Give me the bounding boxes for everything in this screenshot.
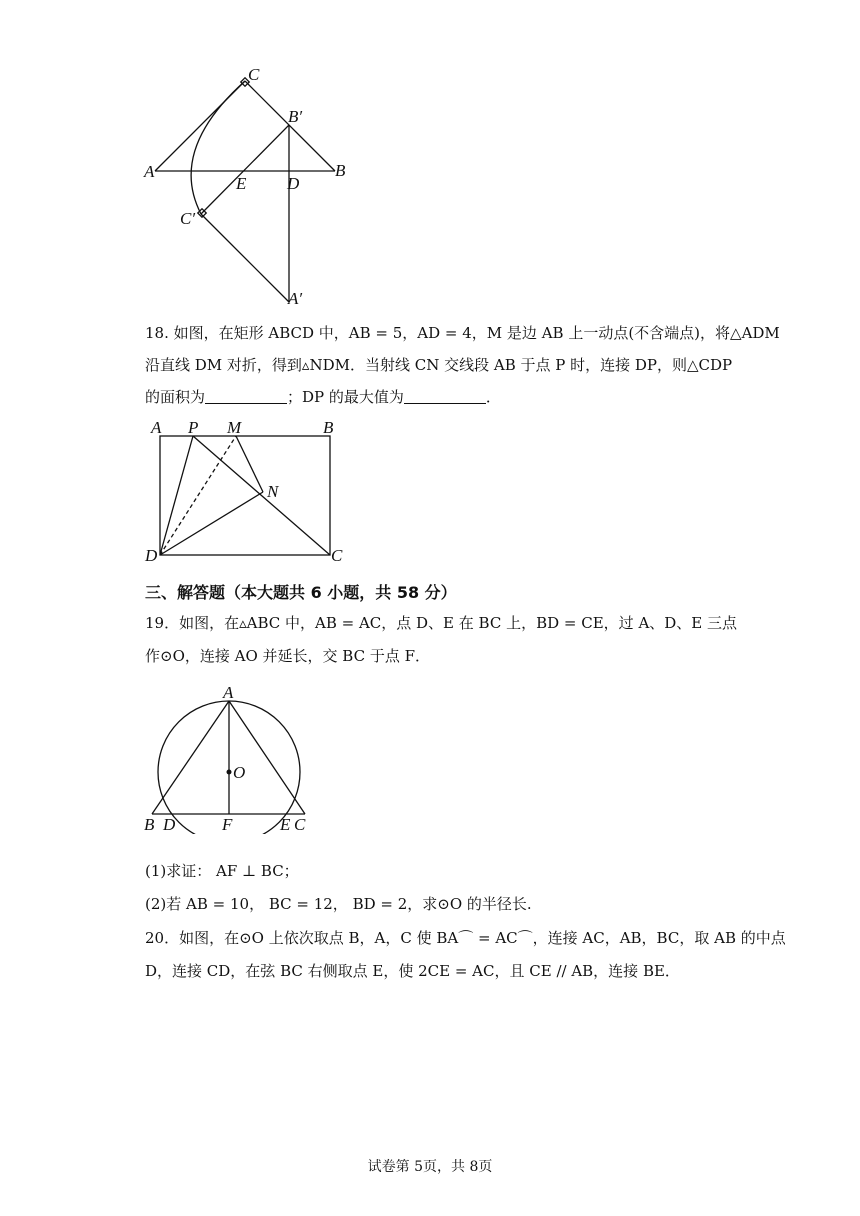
q18-line-3-c: ． [485, 388, 501, 406]
label-A: A [151, 418, 162, 437]
q19-line-1: 19．如图，在▵ABC 中，AB = AC，点 D、E 在 BC 上，BD = CE，过 A、D、E 三点 [145, 614, 738, 632]
q18-line-3 [145, 386, 501, 408]
label-C: C [331, 546, 343, 565]
label-C-prime: C′ [180, 209, 196, 228]
figure-q19 [140, 682, 315, 834]
label-B-prime: B′ [288, 107, 303, 126]
label-D: D [145, 546, 158, 565]
label-D: D [163, 815, 176, 834]
q18-line-2: 沿直线 DM 对折，得到▵NDM．当射线 CN 交线段 AB 于点 P 时，连接 DP，则△CDP [145, 356, 733, 374]
label-C: C [248, 66, 260, 84]
label-B: B [144, 815, 155, 834]
label-P: P [188, 418, 199, 437]
section-heading: 三、解答题（本大题共 6 小题，共 58 分） [145, 583, 457, 602]
label-A: A [223, 683, 234, 702]
q19-part-2: (2)若 AB = 10， BC = 12， BD = 2，求⊙O 的半径长. [145, 895, 532, 913]
label-E: E [236, 174, 247, 193]
q18-line-3-a: 的面积为 [145, 388, 206, 406]
figure-q18 [140, 414, 350, 570]
label-E: E [280, 815, 291, 834]
q18-line-1: 18. 如图，在矩形 ABCD 中，AB = 5，AD = 4，M 是边 AB 上一动点(不含端点)，将△ADM [145, 324, 780, 342]
q20-line-2: D，连接 CD，在弦 BC 右侧取点 E，使 2CE = AC，且 CE // AB，连接 BE． [145, 962, 680, 980]
q19-line-2: 作⊙O，连接 AO 并延长，交 BC 于点 F． [145, 647, 431, 665]
page-footer: 试卷第 5页，共 8页 [367, 1159, 493, 1175]
label-B: B [323, 418, 334, 437]
label-F: F [222, 815, 233, 834]
label-A-prime: A′ [288, 289, 303, 308]
label-D: D [287, 174, 300, 193]
label-M: M [227, 418, 242, 437]
label-A: A [144, 162, 155, 181]
answer-blank-area[interactable] [205, 389, 287, 404]
label-C: C [294, 815, 306, 834]
label-N: N [267, 482, 279, 501]
answer-blank-max[interactable] [404, 389, 486, 404]
q19-part-1: (1)求证： AF ⊥ BC； [145, 862, 299, 880]
figure-q17 [140, 66, 360, 312]
q18-line-3-b: ；DP 的最大值为 [287, 388, 404, 406]
label-B: B [335, 161, 346, 180]
label-O: O [233, 763, 246, 782]
q20-line-1: 20．如图，在⊙O 上依次取点 B，A，C 使 BA⌒ = AC⌒，连接 AC，AB，BC，取 AB 的中点 [145, 929, 786, 947]
